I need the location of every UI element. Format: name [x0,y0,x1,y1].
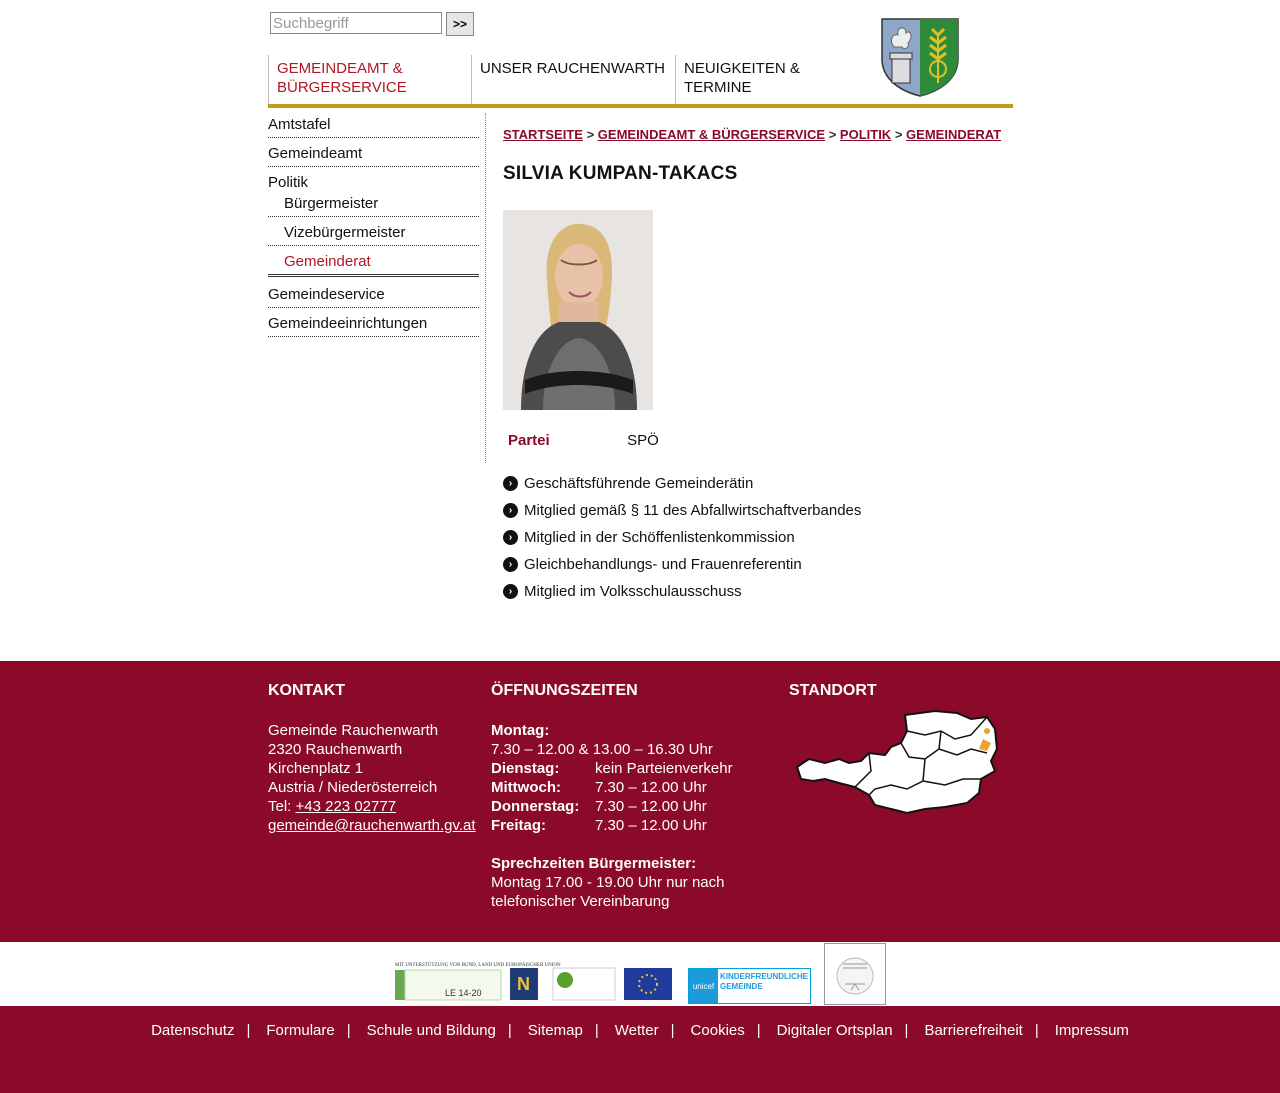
link-datenschutz[interactable]: Datenschutz [151,1022,235,1039]
footer-kontakt [268,681,476,835]
hours-time: 7.30 – 12.00 Uhr [595,817,707,834]
breadcrumb-gemeindeamt[interactable]: GEMEINDEAMT & BÜRGERSERVICE [597,127,826,142]
mayor-hours-text: telefonischer Vereinbarung [491,893,670,910]
chevron-right-icon: › [503,530,518,545]
address-line: Austria / Niederösterreich [268,779,438,796]
sidebar-item-amtstafel[interactable]: Amtstafel [268,113,479,138]
portrait-photo [503,210,653,410]
hours-day: Montag: [491,722,550,739]
nav-item-gemeindeamt[interactable]: GEMEINDEAMT & BÜRGERSERVICE [268,55,471,105]
hours-time: 7.30 – 12.00 Uhr [595,779,707,796]
breadcrumb-separator: > [586,127,595,142]
hours-row [491,759,733,778]
breadcrumb-separator: > [828,127,837,142]
breadcrumb-separator: > [894,127,903,142]
breadcrumb-startseite[interactable]: STARTSEITE [503,127,583,142]
phone-line [268,797,476,816]
role-text: Mitglied im Volksschulausschuss [524,583,742,600]
svg-text:N: N [517,974,530,994]
sidebar [268,113,479,337]
roles-list [503,470,861,605]
nav-divider [268,104,1013,108]
list-item [503,497,861,524]
link-separator: | [507,1022,512,1039]
party-row [508,432,659,449]
hours-row [491,797,724,816]
sidebar-item-politik[interactable]: Politik [268,174,309,191]
kinder-text: GEMEINDE [720,982,763,991]
breadcrumb [503,127,1001,142]
eu-caption: MIT UNTERSTÜTZUNG VON BUND, LAND UND EUROPÄISCHER UNION [395,963,561,968]
link-separator: | [670,1022,675,1039]
search-button[interactable]: >> [446,12,474,36]
link-separator: | [246,1022,251,1039]
kinder-text: KINDERFREUNDLICHE [720,972,808,981]
role-text: Gleichbehandlungs- und Frauenreferentin [524,556,802,573]
le-logo-text: LE 14-20 [445,988,482,998]
sidebar-item-buergermeister[interactable]: Bürgermeister [268,192,479,217]
list-item [503,470,861,497]
hours-row [491,721,724,740]
page-title: SILVIA KUMPAN-TAKACS [503,163,738,184]
sponsor-logos [0,942,1280,1006]
role-text: Geschäftsführende Gemeinderätin [524,475,754,492]
footer [0,661,1280,942]
list-item [503,551,861,578]
hours-day: Donnerstag: [491,798,580,815]
standort-heading: STANDORT [789,682,877,699]
family-audit-logo[interactable] [824,943,886,1005]
address-line: 2320 Rauchenwarth [268,741,403,758]
list-item [503,578,861,605]
content-divider [485,113,486,463]
hours-day: Freitag: [491,817,547,834]
phone-link[interactable]: +43 223 02777 [295,798,397,815]
list-item [503,524,861,551]
breadcrumb-politik[interactable]: POLITIK [839,127,892,142]
unicef-text: unicef [689,969,718,1003]
phone-label: Tel: [268,798,292,815]
bottom-bar [0,1006,1280,1093]
mayor-hours-text: Montag 17.00 - 19.00 Uhr nur nach [491,874,725,891]
hours-day: Mittwoch: [491,779,561,796]
role-text: Mitglied in der Schöffenlistenkommission [524,529,795,546]
search-form [270,12,474,36]
breadcrumb-gemeinderat[interactable]: GEMEINDERAT [906,127,1002,142]
sidebar-item-vizebuergermeister[interactable]: Vizebürgermeister [268,221,479,246]
search-input[interactable] [270,12,442,34]
mayor-hours-heading: Sprechzeiten Bürgermeister: [491,855,697,872]
link-separator: | [594,1022,599,1039]
email-link[interactable]: gemeinde@rauchenwarth.gv.at [268,817,476,834]
link-digitaler-ortsplan[interactable]: Digitaler Ortsplan [776,1022,893,1039]
chevron-right-icon: › [503,476,518,491]
footer-links [0,1022,1280,1039]
link-impressum[interactable]: Impressum [1054,1022,1129,1039]
link-barrierefreiheit[interactable]: Barrierefreiheit [924,1022,1023,1039]
link-wetter[interactable]: Wetter [614,1022,659,1039]
main-navigation [268,55,1013,105]
link-separator: | [346,1022,351,1039]
hours-time: kein Parteienverkehr [595,760,733,777]
seal-icon [825,944,885,1004]
sidebar-item-gemeinderat[interactable]: Gemeinderat [268,250,479,277]
hours-time: 7.30 – 12.00 & 13.00 – 16.30 Uhr [491,741,713,758]
sidebar-item-gemeindeeinrichtungen[interactable]: Gemeindeeinrichtungen [268,312,479,337]
hours-row [491,778,724,797]
address-line: Gemeinde Rauchenwarth [268,722,439,739]
hours-time: 7.30 – 12.00 Uhr [595,798,707,815]
hours-row [491,816,724,835]
link-cookies[interactable]: Cookies [690,1022,745,1039]
link-separator: | [904,1022,909,1039]
austria-map[interactable] [795,709,1000,817]
eu-funding-logos[interactable] [395,960,685,1002]
party-label: Partei [508,432,550,449]
link-sitemap[interactable]: Sitemap [527,1022,583,1039]
party-value: SPÖ [627,432,659,449]
kinderfreundliche-gemeinde-logo[interactable] [688,968,811,1004]
link-formulare[interactable]: Formulare [266,1022,335,1039]
sidebar-item-gemeindeservice[interactable]: Gemeindeservice [268,283,479,308]
nav-item-unser-rauchenwarth[interactable]: UNSER RAUCHENWARTH [471,55,675,105]
hours-heading: ÖFFNUNGSZEITEN [491,682,638,699]
link-separator: | [1034,1022,1039,1039]
nav-item-neuigkeiten[interactable]: NEUIGKEITEN & TERMINE [675,55,875,105]
hours-row [491,740,724,759]
address-line: Kirchenplatz 1 [268,760,364,777]
sidebar-item-gemeindeamt[interactable]: Gemeindeamt [268,142,479,167]
kontakt-heading: KONTAKT [268,682,346,699]
hours-day: Dienstag: [491,760,560,777]
link-separator: | [756,1022,761,1039]
chevron-right-icon: › [503,557,518,572]
chevron-right-icon: › [503,503,518,518]
link-schule-und-bildung[interactable]: Schule und Bildung [366,1022,496,1039]
chevron-right-icon: › [503,584,518,599]
role-text: Mitglied gemäß § 11 des Abfallwirtschaftverbandes [524,502,862,519]
footer-hours [491,681,733,911]
